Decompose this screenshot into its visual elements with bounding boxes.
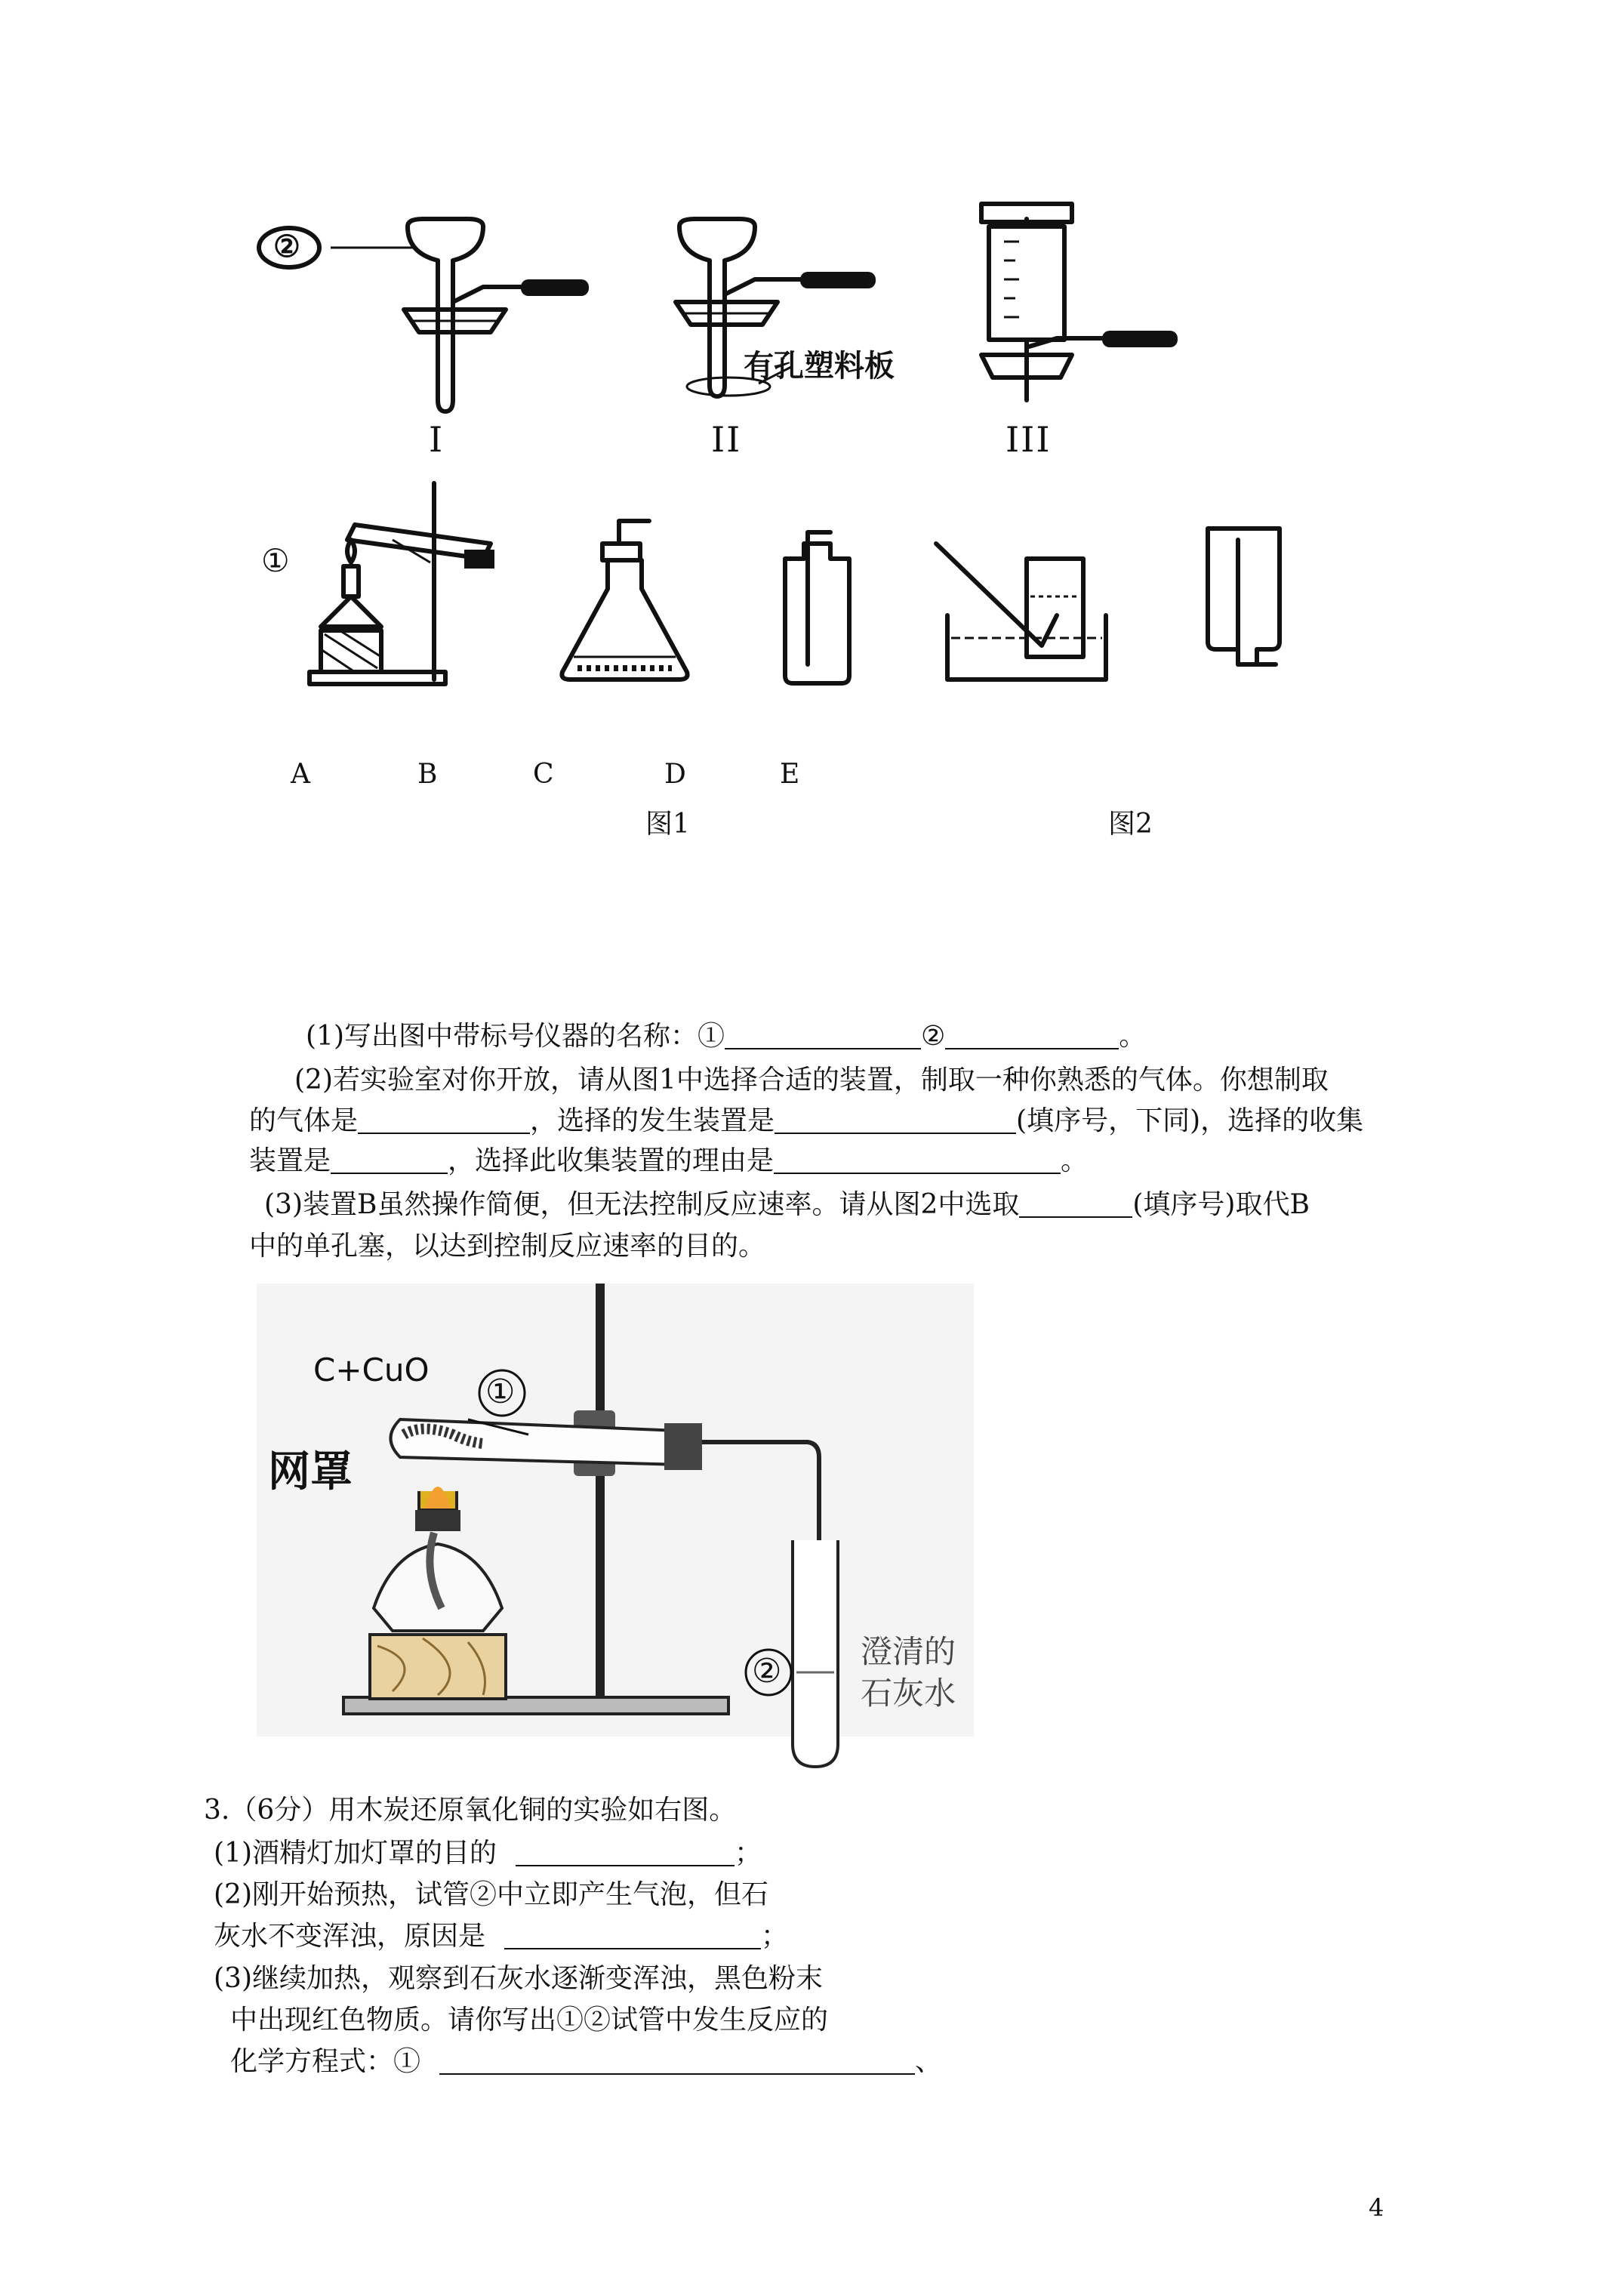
p3-line1: (3)继续加热，观察到石灰水逐渐变浑浊，黑色粉末 (214, 1963, 823, 1994)
q1-text: (1)写出图中带标号仪器的名称：① (306, 1021, 725, 1052)
mesh-label: 网罩 (268, 1447, 353, 1496)
p3-end: 、 (915, 2046, 943, 2077)
tube-label-1: ① (485, 1373, 516, 1411)
problem3-heading: 3.（6分）用木炭还原氧化铜的实验如右图。 (204, 1795, 737, 1826)
q2-line2-b: ，选择的发生装置是 (530, 1105, 775, 1136)
circle-label-2: ② (273, 229, 300, 264)
p1-line (214, 1840, 762, 1867)
p1-text: (1)酒精灯加灯罩的目的 (214, 1838, 497, 1869)
limewater-label-line2: 石灰水 (861, 1675, 956, 1712)
page-number: 4 (1369, 2193, 1384, 2222)
q1-end: 。 (1119, 1021, 1147, 1052)
p1-end: ； (735, 1838, 762, 1869)
circle-label-1-fig1: ① (261, 542, 290, 579)
q1-mid: ② (921, 1021, 946, 1052)
p2-blank[interactable] (504, 1925, 761, 1949)
q2-line1: (2)若实验室对你开放，请从图1中选择合适的装置，制取一种你熟悉的气体。你想制取 (294, 1065, 1329, 1096)
label-e: E (780, 759, 800, 790)
p2-end: ； (761, 1921, 789, 1952)
q3-line1-b: (填序号)取代B (1132, 1189, 1310, 1220)
label-i: I (429, 419, 445, 460)
q3-line1-a: (3)装置B虽然操作简便，但无法控制反应速率。请从图2中选取 (264, 1189, 1020, 1220)
p2-line2 (214, 1923, 788, 1950)
p1-blank[interactable] (516, 1842, 735, 1866)
label-ii: II (711, 419, 742, 460)
q2-line3-c: 。 (1061, 1145, 1089, 1176)
p3-line3-text: 化学方程式：① (230, 2046, 421, 2077)
p3-line2: 中出现红色物质。请你写出①②试管中发生反应的 (230, 2005, 829, 2036)
q2-line3-b: ，选择此收集装置的理由是 (448, 1145, 775, 1176)
p3-equation-blank[interactable] (439, 2051, 915, 2075)
label-iii: III (1006, 419, 1052, 460)
fig2-caption: 图2 (1108, 809, 1153, 840)
q2-line2-c: (填序号，下同)，选择的收集 (1016, 1105, 1364, 1136)
label-a: A (291, 759, 310, 790)
fig1-caption: 图1 (645, 809, 690, 840)
limewater-label-line1: 澄清的 (861, 1633, 956, 1670)
p2-line2-text: 灰水不变浑浊，原因是 (214, 1921, 486, 1952)
label-d: D (664, 759, 686, 790)
p3-line3 (230, 2048, 942, 2076)
p2-line1: (2)刚开始预热，试管②中立即产生气泡，但石 (214, 1879, 768, 1910)
q2-line2-a: 的气体是 (249, 1105, 359, 1136)
perforated-plate-label: 有孔塑料板 (744, 349, 895, 384)
q3-line2: 中的单孔塞，以达到控制反应速率的目的。 (249, 1231, 766, 1262)
tube-label-2: ② (752, 1652, 782, 1690)
q2-line3-a: 装置是 (249, 1145, 331, 1176)
label-c: C (533, 759, 554, 790)
reactant-label: C+CuO (313, 1351, 430, 1388)
label-b: B (417, 759, 438, 790)
